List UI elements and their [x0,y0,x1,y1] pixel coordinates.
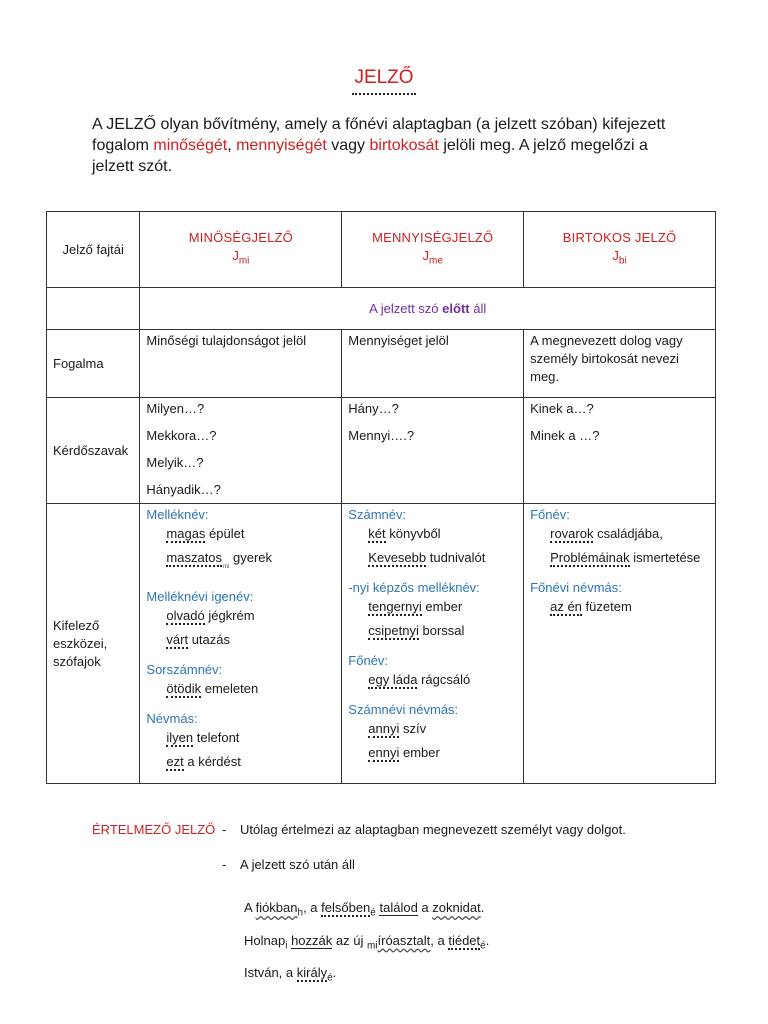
row-label-fogalma: Fogalma [47,330,140,398]
kerdo-minoseg: Milyen…? Mekkora…? Melyik…? Hányadik…? [140,398,342,504]
position-row: A jelzett szó előtt áll [140,288,716,330]
note-line-1: Utólag értelmezi az alaptagban megnevezett személyt vagy dolgot. [240,822,626,837]
header-birtokos: BIRTOKOS JELZŐ $J_{bi}$ [524,212,716,288]
keyword-minoseg: minőségét [153,137,228,154]
intro-paragraph: A JELZŐ olyan bővítmény, amely a főnévi alaptagban (a jelzett szóban) kifejezett fogalom minőségét, mennyiségét vagy birtokosát jelöli meg. A jelző megelőzi a jelzett szót. [92,116,666,175]
example-line-1: A fiókban$_h$, a felsőben$_é$ találod a zoknidat. [244,900,485,919]
note-line-2: A jelzett szó után áll [240,857,355,872]
example-line-3: István, a király$_é$. [244,965,337,984]
kifejezo-birtokos: Főnév: rovarok családjába, Problémáinak ismertetése Főnévi névmás: az én füzetem [524,504,716,784]
fogalma-birtokos: A megnevezett dolog vagy személy birtokosát nevezi meg. [524,330,716,398]
jelzo-table [46,211,716,784]
row-label-kifejezo: Kifelező eszközei, szófajok [47,504,140,784]
row-label-kerdoszavak: Kérdőszavak [47,398,140,504]
example-sentences [244,894,489,992]
ertelmezo-jelzo-note: ÉRTELMEZŐ JELZŐ - Utólag értelmezi az alaptagban megnevezett személyt vagy dolgot. - A jelzett szó után áll [92,822,626,872]
kifejezo-minoseg: Melléknév: magas épület maszatos$_{mi}$ gyerek Melléknévi igenév: olvadó jégkrém várt utazás Sorszámnév: ötödik emeleten Névmás: ilyen telefont ezt a kérdést [140,504,342,784]
kerdo-mennyiseg: Hány…? Mennyi….? [342,398,524,504]
kifejezo-mennyiseg: Számnév: két könyvből Kevesebb tudnivalót -nyi képzős melléknév: tengernyi ember csipetnyi borssal Főnév: egy láda rágcsáló Számnévi névmás: annyi szív ennyi ember [342,504,524,784]
header-mennyiseg: MENNYISÉGJELZŐ $J_{me}$ [342,212,524,288]
kerdo-birtokos: Kinek a…? Minek a …? [524,398,716,504]
fogalma-minoseg: Minőségi tulajdonságot jelöl [140,330,342,398]
note-label: ÉRTELMEZŐ JELZŐ [92,822,216,837]
keyword-birtokos: birtokosát [369,137,439,154]
corner-cell: Jelző fajtái [47,212,140,288]
example-line-2: Holnap$_i$ hozzák az új $_{mi}$íróasztalt, a tiédet$_é$. [244,932,490,952]
keyword-mennyiseg: mennyiségét [236,137,327,154]
header-minoseg: MINŐSÉGJELZŐ $J_{mi}$ [140,212,342,288]
page-title: JELZŐ [0,67,768,95]
fogalma-mennyiseg: Mennyiséget jelöl [342,330,524,398]
empty-cell [47,288,140,330]
